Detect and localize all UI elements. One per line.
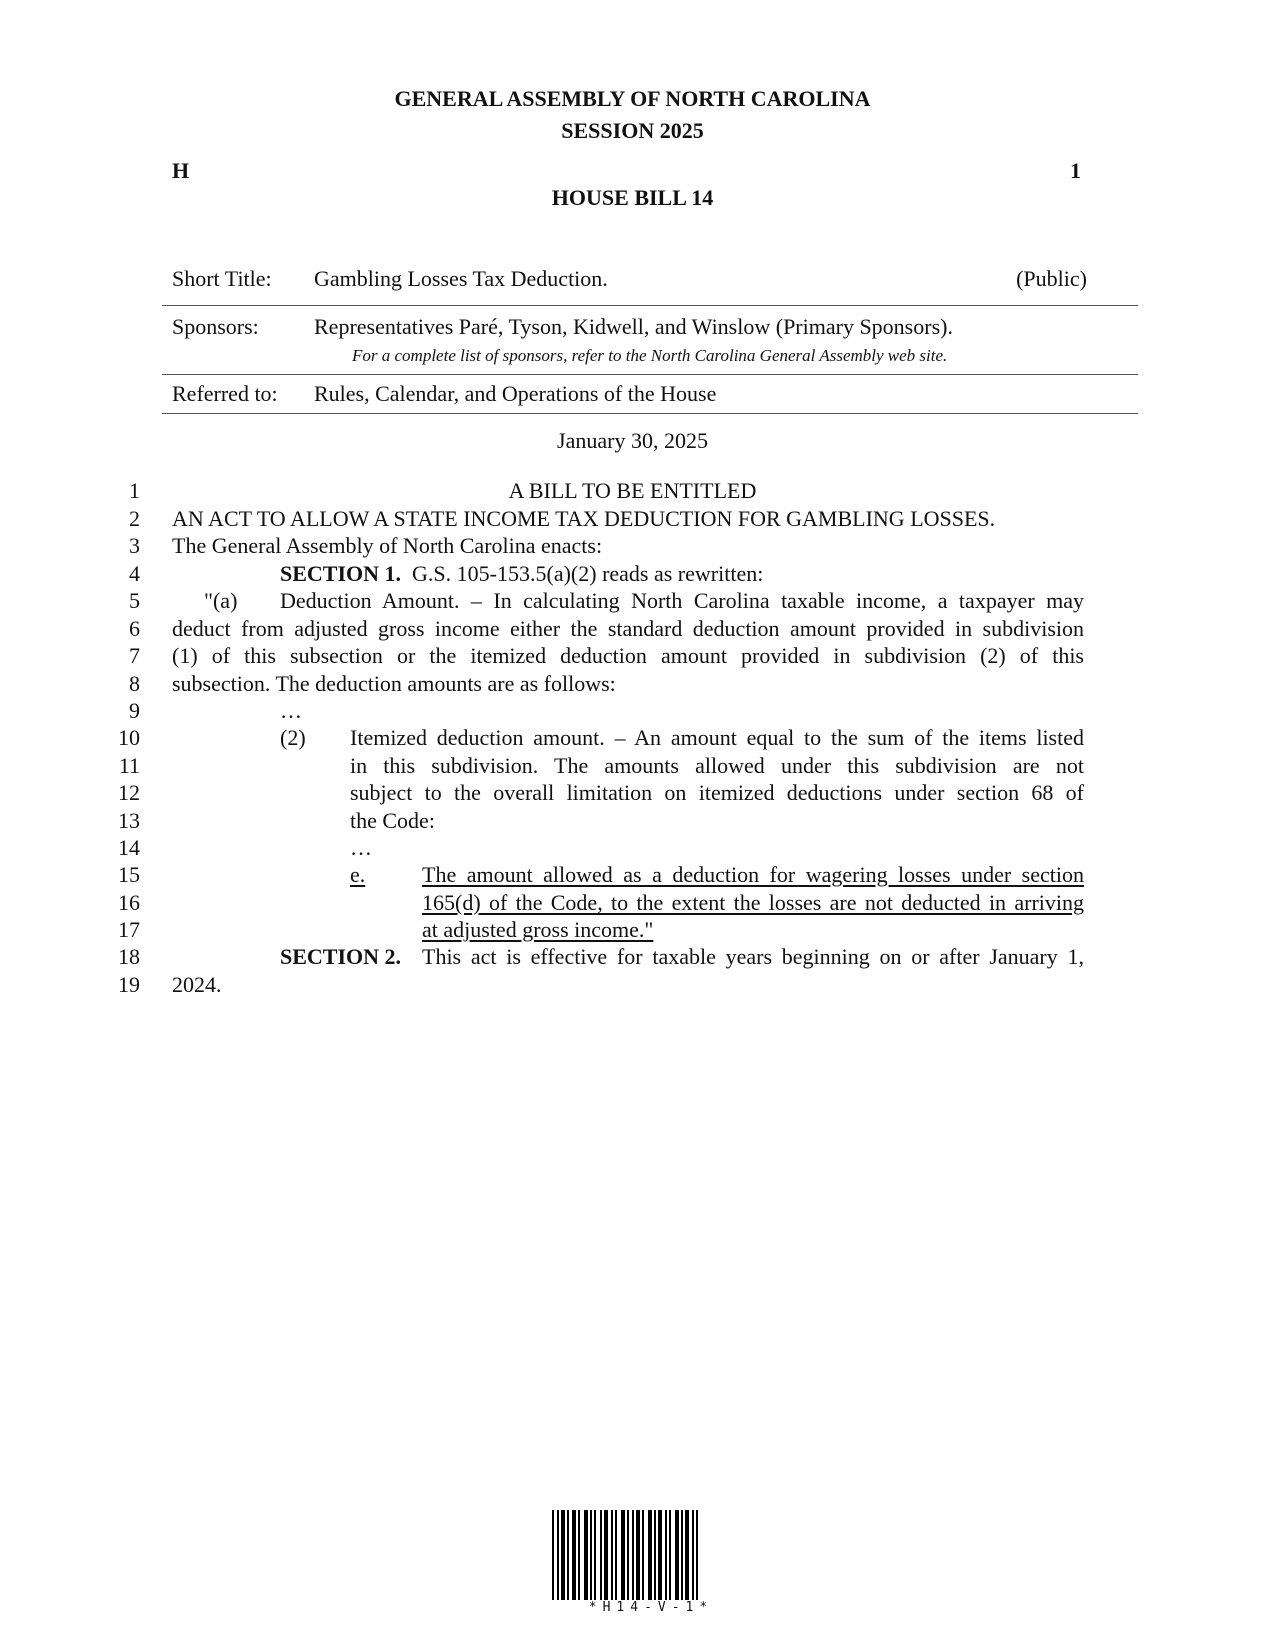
line-number: 2 (129, 506, 140, 531)
bill-date: January 30, 2025 (557, 428, 708, 453)
sponsors-note: For a complete list of sponsors, refer to the North Carolina General Assembly web site. (352, 346, 948, 365)
act-title: AN ACT TO ALLOW A STATE INCOME TAX DEDUCTION FOR GAMBLING LOSSES. (172, 506, 996, 531)
bill-title: HOUSE BILL 14 (551, 185, 714, 210)
line-number: 13 (118, 808, 140, 833)
divider (162, 305, 1138, 306)
short-title-value: Gambling Losses Tax Deduction. (314, 266, 608, 291)
body-line-6: deduct from adjusted gross income either the standard deduction amount provided in subdivision (172, 616, 1084, 641)
divider (162, 374, 1138, 375)
barcode-text: *H14-V-1* (588, 1600, 714, 1615)
bill-entitled-heading: A BILL TO BE ENTITLED (508, 478, 757, 503)
subsection-a-text: Deduction Amount. – In calculating North Carolina taxable income, a taxpayer may (280, 588, 1084, 613)
body-line-17: at adjusted gross income." (422, 917, 654, 942)
section-2-label: SECTION 2. (280, 944, 402, 969)
subsection-a-marker: "(a) (204, 588, 238, 613)
line-number: 16 (118, 890, 140, 915)
chamber-letter: H (172, 158, 190, 183)
assembly-heading: GENERAL ASSEMBLY OF NORTH CAROLINA (394, 86, 871, 111)
item-e-marker: e. (350, 862, 366, 887)
line-number: 8 (129, 671, 140, 696)
divider (162, 413, 1138, 414)
line-number: 10 (118, 725, 140, 750)
public-label: (Public) (1016, 266, 1087, 291)
line-number: 15 (118, 862, 140, 887)
sponsors-value: Representatives Paré, Tyson, Kidwell, and Winslow (Primary Sponsors). (314, 314, 953, 339)
sponsors-label: Sponsors: (172, 314, 259, 339)
section-2-text: This act is effective for taxable years beginning on or after January 1, (422, 944, 1084, 969)
line-number: 9 (129, 698, 140, 723)
line-number: 7 (129, 643, 140, 668)
line-number: 18 (118, 944, 140, 969)
body-line-12: subject to the overall limitation on itemized deductions under section 68 of (350, 780, 1084, 805)
line-number: 6 (129, 616, 140, 641)
line-number: 19 (118, 972, 140, 997)
subdivision-2-text: Itemized deduction amount. – An amount equal to the sum of the items listed (350, 725, 1084, 750)
section-2-line (280, 944, 1084, 970)
body-line-7: (1) of this subsection or the itemized deduction amount provided in subdivision (2) of this (172, 643, 1084, 668)
item-e-text: The amount allowed as a deduction for wagering losses under section (422, 862, 1084, 887)
enacting-clause: The General Assembly of North Carolina enacts: (172, 533, 603, 558)
ellipsis: … (350, 835, 372, 860)
line-number: 14 (118, 835, 140, 860)
line-number: 3 (129, 533, 140, 558)
line-number: 11 (118, 753, 140, 778)
version-number: 1 (1070, 158, 1081, 183)
section-1-label: SECTION 1. (280, 561, 402, 586)
line-number: 12 (118, 780, 140, 805)
line-number: 1 (129, 478, 140, 503)
section-1-text: G.S. 105-153.5(a)(2) reads as rewritten: (412, 561, 764, 586)
short-title-label: Short Title: (172, 266, 272, 291)
body-line-8: subsection. The deduction amounts are as follows: (172, 671, 616, 696)
body-line-11: in this subdivision. The amounts allowed under this subdivision are not (350, 753, 1084, 778)
body-line-19: 2024. (172, 972, 222, 997)
ellipsis: … (280, 698, 302, 723)
barcode (552, 1510, 750, 1600)
section-1-line (280, 561, 763, 587)
line-number: 4 (129, 561, 140, 586)
line-number: 17 (118, 917, 140, 942)
session-heading: SESSION 2025 (561, 118, 704, 143)
body-line-13: the Code: (350, 808, 435, 833)
subdivision-2-marker: (2) (280, 725, 306, 750)
referred-label: Referred to: (172, 381, 278, 406)
referred-value: Rules, Calendar, and Operations of the House (314, 381, 717, 406)
line-number: 5 (129, 588, 140, 613)
body-line-16: 165(d) of the Code, to the extent the losses are not deducted in arriving (422, 890, 1084, 915)
